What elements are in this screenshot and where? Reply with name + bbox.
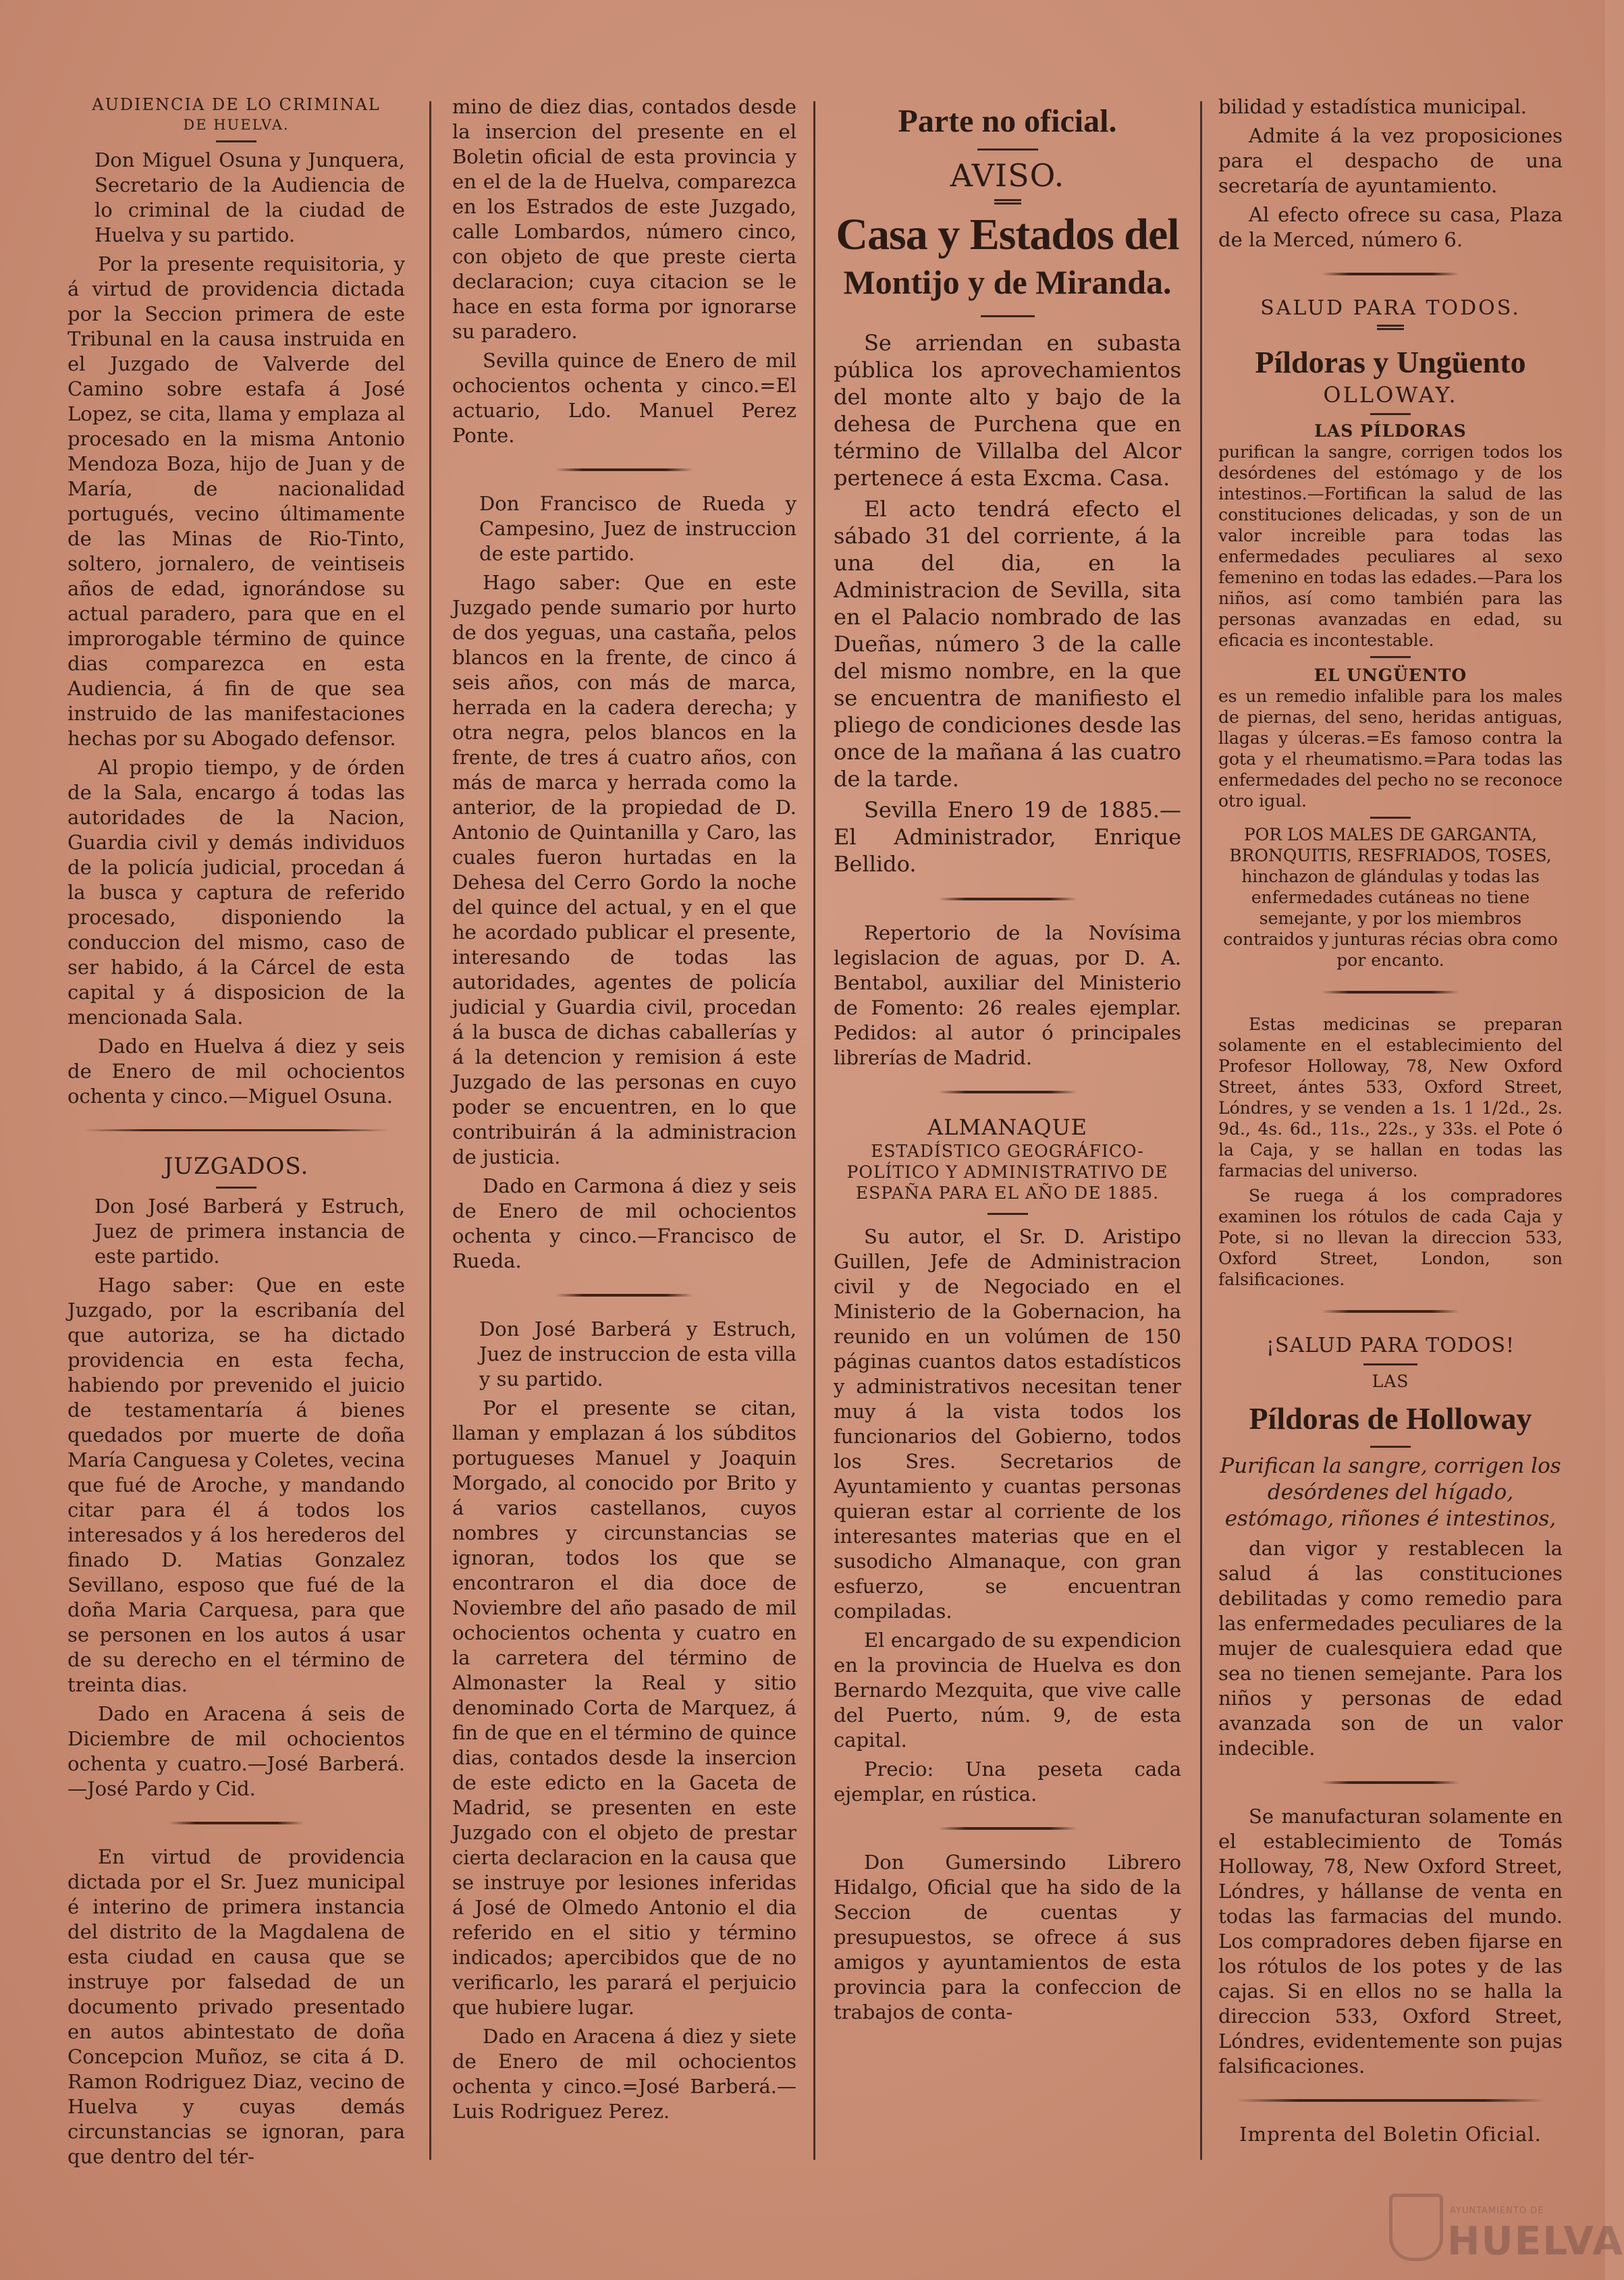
divider: [1363, 1363, 1417, 1365]
ruega-text: Se ruega á los compradores examinen los rótulos de cada Caja y Pote, si no llevan la direccion 533, Oxford Street, London, son falsificaciones.: [1218, 1186, 1563, 1289]
holloway-heading: OLLOWAY.: [1323, 382, 1458, 408]
column-1: [67, 94, 405, 2233]
barbera-intro: Don José Barberá y Estruch, Juez de instruccion de esta villa y su partido.: [479, 1318, 796, 1390]
divider: [1322, 991, 1459, 994]
continued-paragraph: mino de diez dias, contados desde la insercion del presente en el Boletin oficial de esta provincia y en el de la de Huelva, comparezca en los Estrados de este Juzgado, calle Lombardos, número cinco, con objeto de que preste cierta declaracion; cuya citacion se le hace en esta forma por ignorarse su paradero.: [452, 95, 796, 343]
divider: [1370, 656, 1411, 658]
divider: [938, 1091, 1077, 1093]
continued-text: bilidad y estadística municipal.: [1218, 95, 1527, 118]
males-text: POR LOS MALES DE GARGANTA, BRONQUITIS, RESFRIADOS, TOSES, hinchazon de glándulas y todas las enfermedades cutáneas no tiene semejante, y por los miembros contraidos y junturas récias obra como por encanto.: [1223, 825, 1558, 970]
almanaque-paragraph: El encargado de su expendicion en la provincia de Huelva es don Bernardo Mezquita, que vive calle del Puerto, núm. 9, de esta capital.: [834, 1629, 1181, 1752]
montijo-heading: Montijo y de Miranda.: [843, 263, 1172, 301]
shield-icon: [1389, 2194, 1443, 2261]
divider: [938, 898, 1077, 900]
casa-heading: Casa y Estados del: [836, 210, 1179, 259]
divider: [1322, 1310, 1459, 1313]
audiencia-signature: Dado en Huelva á diez y seis de Enero de mil ochocientos ochenta y cinco.—Miguel Osuna.: [67, 1035, 405, 1108]
sevilla-signature: Sevilla quince de Enero de mil ochocientos ochenta y cinco.=El actuario, Ldo. Manuel Perez Ponte.: [452, 349, 796, 447]
rueda-paragraph: Hago saber: Que en este Juzgado pende sumario por hurto de dos yeguas, una castaña, pelos blancos en la frente, de cinco á seis años, con más de marca, herrada en la cadera derecha; y otra negra, pelos blancos en la frente, de tres á cuatro años, con más de marca y herrada como la anterior, de la propiedad de D. Antonio de Quintanilla y Caro, las cuales fueron hurtadas en la Dehesa del Cerro Gordo la noche del quince del actual, y en el que he acordado publicar el presente, interesando de todas las autoridades, agentes de policía judicial y Guardia civil, procedan á la busca de dichas caballerías y á la detencion y remision á este Juzgado de las personas en cuyo poder se encuentren, en lo que contribuirán á la administracion de justicia.: [452, 571, 796, 1168]
watermark-top: AYUNTAMIENTO DE: [1450, 2206, 1544, 2216]
divider: [1370, 413, 1411, 415]
audiencia-paragraph: Por la presente requisitoria, y á virtud de providencia dictada por la Seccion primera de este Tribunal en la causa instruida en el Juzgado de Valverde del Camino sobre estafa á José Lopez, se cita, llama y emplaza al procesado en la misma Antonio Mendoza Boza, hijo de Juan y de María, de nacionalidad portugués, vecino últimamente de las Minas de Rio-Tinto, soltero, jornalero, de veintiseis años de edad, ignorándose su actual paradero, para que en el improrogable término de quince dias comparezca en esta Audiencia, á fin de que sea instruido de las manifestaciones hechas por su Abogado defensor.: [67, 252, 405, 750]
unguento-text: es un remedio infalible para los males de piernas, del seno, heridas antiguas, llagas y úlceras.=Es famoso contra la gota y el rheumatismo.=Para todas las enfermedades del pecho no se reconoce otro igual.: [1218, 686, 1563, 811]
column-rule: [1200, 101, 1202, 2160]
divider: [977, 148, 1038, 151]
almanaque-title: ALMANAQUE: [927, 1114, 1087, 1140]
divider: [84, 1129, 388, 1131]
aviso-heading: AVISO.: [950, 157, 1065, 194]
barbera-paragraph: Por el presente se citan, llaman y emplazan á los súbditos portugueses Manuel y Joaquin Morgado, al conocido por Brito y á varios castellanos, cuyos nombres y circunstancias se ignoran, todos los que se encontraron el dia doce de Noviembre del año pasado de mil ochocientos ochenta y cuatro en la carretera del término de Almonaster la Real y sitio denominado Corta de Marquez, á fin de que en el término de quince dias, contados desde la insercion de este edicto en la Gaceta de Madrid, se presenten en este Juzgado con el objeto de prestar cierta declaracion en la causa que se instruye por lesiones inferidas á José de Olmedo Antonio el dia referido en el sitio y término indicados; apercibidos que de no verificarlo, les parará el perjuicio que hubiere lugar.: [452, 1396, 796, 2019]
juzgados-title: JUZGADOS.: [163, 1153, 309, 1180]
manufacturan-text: Se manufacturan solamente en el establecimiento de Tomás Holloway, 78, New Oxford Street, Lóndres, y hállanse de venta en todas las farmacias del mundo. Los compradores deben fijarse en los rótulos de los potes y de las cajas. Si en ellos no se halla la direccion 533, Oxford Street, Lóndres, evidentemente son pujas falsificaciones.: [1218, 1805, 1563, 2078]
repertorio-paragraph: Repertorio de la Novísima legislacion de aguas, por D. A. Bentabol, auxiliar del Ministerio de Fomento: 26 reales ejemplar. Pedidos: al autor ó principales librerías de Madrid.: [834, 921, 1181, 1069]
purifican-text: Purifican la sangre, corrigen los desórdenes del hígado, estómago, riñones é intestinos,: [1220, 1454, 1561, 1531]
watermark-main: HUELVA: [1447, 2218, 1624, 2264]
divider: [987, 1213, 1028, 1215]
divider: [1322, 1781, 1459, 1784]
imprenta-footer: Imprenta del Boletin Oficial.: [1239, 2123, 1542, 2146]
barbera-signature: Dado en Aracena á diez y siete de Enero de mil ochocientos ochenta y cinco.=José Barberá.—Luis Rodriguez Perez.: [452, 2025, 796, 2123]
medicinas-text: Estas medicinas se preparan solamente en el establecimiento del Profesor Holloway, 78, New Oxford Street, ántes 533, Oxford Street, Lóndres, y se venden a 1s. 1 1/2d., 2s. 9d., 4s. 6d., 11s., 22s., y 33s. el Pote ó la Caja, y se hallan en todas las farmacias del universo.: [1218, 1014, 1563, 1180]
column-4: [1218, 94, 1563, 2233]
gumersindo-paragraph: Don Gumersindo Librero Hidalgo, Oficial que ha sido de la Seccion de cuentas y presupuestos, se ofrece á sus amigos y ayuntamientos de esta provincia para la confeccion de trabajos de conta-: [834, 1851, 1181, 2024]
divider: [994, 199, 1021, 205]
divider: [1370, 1446, 1411, 1448]
dan-vigor-text: dan vigor y restablecen la salud á las constituciones debilitadas y como remedio para las enfermedades peculiares de la mujer de cualesquiera edad que sea no tienen semejante. Para los niños y personas de edad avanzada son de un valor indecible.: [1218, 1537, 1563, 1760]
column-2: [452, 94, 796, 2233]
las-heading: LAS: [1372, 1372, 1409, 1391]
divider: [1377, 325, 1404, 330]
divider: [938, 1827, 1077, 1830]
column-rule: [813, 101, 815, 2160]
rueda-signature: Dado en Carmona á diez y seis de Enero de mil ochocientos ochenta y cinco.—Francisco de Rueda.: [452, 1174, 796, 1272]
virtud-paragraph: En virtud de providencia dictada por el Sr. Juez municipal é interino de primera instancia del distrito de la Magdalena de esta ciudad en causa que se instruye por falsedad de un documento privado presentado en autos abintestato de doña Concepcion Muñoz, se cita á D. Ramon Rodriguez Diaz, vecino de Huelva y cuyas demás circunstancias se ignoran, para que dentro del tér-: [67, 1845, 405, 2168]
pildoras-text: purifican la sangre, corrigen todos los desórdenes del estómago y de los intestinos.—Fortifican la salud de las constituciones delicadas, y son de un valor increible para todas las enfermedades peculiares al sexo femenino en todas las edades.—Para los niños, así como también para las personas avanzadas en edad, su eficacia es incontestable.: [1218, 442, 1563, 650]
almanaque-subtitle: ESTADÍSTICO GEOGRÁFICO-POLÍTICO Y ADMINISTRATIVO DE ESPAÑA PARA EL AÑO DE 1885.: [846, 1141, 1168, 1203]
juzgados-intro: Don José Barberá y Estruch, Juez de primera instancia de este partido.: [94, 1195, 405, 1268]
divider: [556, 468, 693, 471]
aviso-paragraph: El acto tendrá efecto el sábado 31 del corriente, á la una del dia, en la Administracion de Sevilla, sita en el Palacio nombrado de las Dueñas, número 3 de la calle del mismo nombre, en la que se encuentra de manifiesto el pliego de condiciones desde las once de la mañana á las cuatro de la tarde.: [834, 496, 1181, 792]
divider: [169, 1822, 304, 1824]
las-pildoras-heading: LAS PÍLDORAS: [1314, 421, 1467, 441]
almanaque-paragraph: Su autor, el Sr. D. Aristipo Guillen, Jefe de Administracion civil y de Negociado en el Ministerio de la Gobernacion, ha reunido en un volúmen de 150 páginas cuantos datos estadísticos y administrativos necesitan tener muy á la vista todos los funcionarios del Gobierno, todos los Sres. Secretarios de Ayuntamiento y cuantas personas quieran estar al corriente de los interesantes materias que en el susodicho Almanaque, con gran esfuerzo, se encuentran compiladas.: [834, 1225, 1181, 1623]
divider: [556, 1294, 693, 1297]
column-rule: [429, 101, 431, 2160]
salud-heading: SALUD PARA TODOS.: [1260, 296, 1521, 320]
archive-watermark: [1389, 2194, 1624, 2268]
divider: [216, 140, 256, 142]
unguento-heading: EL UNGÜENTO: [1314, 666, 1467, 685]
almanaque-price: Precio: Una peseta cada ejemplar, en rústica.: [834, 1758, 1181, 1806]
audiencia-subtitle: DE HUELVA.: [183, 117, 290, 133]
salud-heading-2: ¡SALUD PARA TODOS!: [1266, 1334, 1515, 1357]
divider: [981, 315, 1035, 317]
divider: [216, 1187, 256, 1189]
aviso-paragraph: Se arriendan en subasta pública los aprovechamientos del monte alto y bajo de la dehesa de Purchena que en término de Villalba del Alcor pertenece á esta Excma. Casa.: [834, 330, 1181, 491]
juzgados-paragraph: Hago saber: Que en este Juzgado, por la escribanía del que autoriza, se ha dictado providencia en esta fecha, habiendo por prevenido el juicio de testamentaría á bienes quedados por muerte de doña María Canguesa y Coletes, vecina que fué de Aroche, y mandando citar para él á todos los interesados y á los herederos del finado D. Matias Gonzalez Sevillano, esposo que fué de la doña Maria Carquesa, para que se personen en los autos á usar de su derecho en el término de treinta dias.: [67, 1274, 405, 1696]
parte-no-oficial-heading: Parte no oficial.: [898, 103, 1117, 139]
divider: [1236, 2099, 1546, 2102]
divider: [1370, 817, 1411, 819]
divider: [1322, 273, 1459, 275]
audiencia-paragraph: Al propio tiempo, y de órden de la Sala, encargo á todas las autoridades de la Nacion, Guardia civil y demás individuos de la policía judicial, procedan á la busca y captura de referido procesado, disponiendo la conduccion del mismo, caso de ser habido, á la Cárcel de esta capital y á disposicion de la mencionada Sala.: [67, 756, 405, 1029]
juzgados-signature: Dado en Aracena á seis de Diciembre de mil ochocientos ochenta y cuatro.—José Barberá.—José Pardo y Cid.: [67, 1702, 405, 1800]
pildoras-heading: Píldoras y Ungüento: [1255, 345, 1526, 379]
pildoras-holloway-heading: Píldoras de Holloway: [1249, 1401, 1532, 1436]
column-3: [834, 94, 1181, 2233]
continued-text: Al efecto ofrece su casa, Plaza de la Merced, número 6.: [1218, 203, 1563, 251]
audiencia-intro: Don Miguel Osuna y Junquera, Secretario de la Audiencia de lo criminal de la ciudad de Huelva y su partido.: [94, 148, 405, 246]
continued-text: Admite á la vez proposiciones para el despacho de una secretaría de ayuntamiento.: [1218, 124, 1563, 197]
rueda-intro: Don Francisco de Rueda y Campesino, Juez de instruccion de este partido.: [479, 492, 796, 565]
audiencia-title: AUDIENCIA DE LO CRIMINAL: [92, 95, 381, 114]
aviso-signature: Sevilla Enero 19 de 1885.—El Administrador, Enrique Bellido.: [834, 797, 1181, 877]
